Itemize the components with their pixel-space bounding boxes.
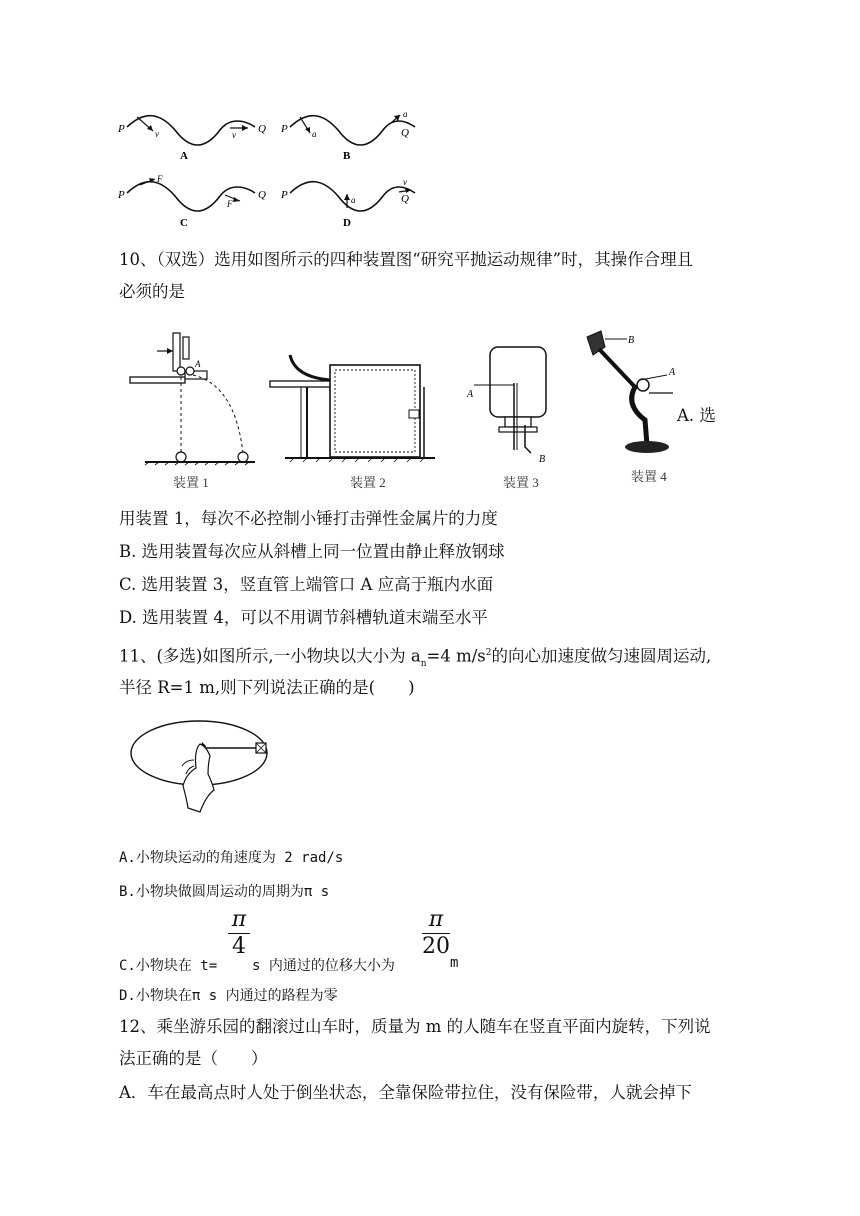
label-v: v	[403, 177, 407, 187]
q12-stem-line1: 12、乘坐游乐园的翻滚过山车时，质量为 m 的人随车在竖直平面内旋转，下列说	[119, 1017, 711, 1036]
label-a: A	[195, 359, 201, 369]
q11-option-c-post: m	[450, 955, 459, 971]
device-3-label: 装置 3	[503, 475, 539, 490]
q11-option-d: D.小物块在π s 内通过的路程为零	[119, 988, 338, 1004]
q11-option-c-pre: C.小物块在 t=	[119, 958, 218, 974]
device-2-label: 装置 2	[350, 475, 386, 490]
fraction-pi-over-4: π 4	[228, 908, 250, 959]
label-a: A	[669, 367, 676, 378]
curve-b	[280, 109, 415, 162]
q11-stem-part1: 11、(多选)如图所示,一小物块以大小为 a	[119, 646, 421, 666]
q11-circular-motion-figure	[128, 716, 278, 826]
label-q: Q	[401, 127, 409, 139]
q12-stem-line2: 法正确的是（ ）	[119, 1049, 268, 1068]
label-b: B	[539, 454, 546, 465]
label-f: F	[157, 174, 163, 184]
label-f: F	[227, 199, 233, 209]
q11-option-c-mid: s 内通过的位移大小为	[252, 958, 395, 974]
q11-stem-line2: 半径 R=1 m,则下列说法正确的是( )	[119, 678, 415, 697]
q11-stem-part2: =4 m/s	[426, 646, 486, 666]
label-p: P	[281, 123, 288, 135]
q11-stem-part3: 的向心加速度做匀速圆周运动,	[491, 646, 712, 666]
q12-option-a: A．车在最高点时人处于倒坐状态，全靠保险带拉住，没有保险带，人就会掉下	[119, 1083, 692, 1102]
device-2	[270, 355, 435, 490]
label-option: D	[343, 217, 351, 229]
curve-a	[117, 116, 266, 162]
q10-apparatus-figure	[125, 325, 725, 495]
label-option: A	[180, 150, 188, 162]
q10-option-d: D. 选用装置 4，可以不用调节斜槽轨道末端至水平	[119, 608, 488, 627]
q11-stem-sup: 2	[485, 648, 492, 658]
q11-stem-line1	[119, 642, 711, 675]
label-a: A	[467, 389, 474, 400]
device-3	[466, 347, 546, 490]
curve-d	[280, 177, 415, 229]
label-q: Q	[401, 193, 409, 205]
label-v: v	[232, 130, 236, 140]
curve-c	[117, 174, 266, 229]
label-q: Q	[258, 123, 266, 135]
q11-stem-sub: n	[420, 658, 427, 669]
q10-stem-line1: 10、（双选）选用如图所示的四种装置图“研究平抛运动规律”时，其操作合理且	[119, 250, 694, 269]
q10-option-b: B. 选用装置每次应从斜槽上同一位置由静止释放钢球	[119, 542, 505, 561]
label-a: a	[351, 195, 356, 205]
device-1	[130, 333, 255, 490]
label-b: B	[628, 335, 635, 346]
label-p: P	[118, 189, 125, 201]
device-1-label: 装置 1	[173, 475, 209, 490]
q10-option-c: C. 选用装置 3，竖直管上端管口 A 应高于瓶内水面	[119, 575, 494, 594]
label-q: Q	[258, 189, 266, 201]
q11-option-b: B.小物块做圆周运动的周期为π s	[119, 884, 330, 900]
label-a: a	[312, 129, 317, 139]
device-4-label: 装置 4	[631, 469, 667, 484]
label-a: a	[403, 109, 408, 119]
label-option: B	[343, 150, 351, 162]
label-p: P	[118, 123, 125, 135]
q9-figure	[115, 105, 425, 229]
label-option: C	[180, 217, 188, 229]
device-4	[587, 331, 676, 484]
q11-option-a: A.小物块运动的角速度为 2 rad/s	[119, 850, 344, 866]
fraction-pi-over-20: π 20	[422, 907, 450, 959]
label-v: v	[155, 129, 159, 139]
label-p: P	[281, 189, 288, 201]
q10-option-a-start: A. 选	[677, 406, 716, 425]
q10-stem-line2: 必须的是	[119, 282, 185, 301]
q10-option-a-rest: 用装置 1，每次不必控制小锤打击弹性金属片的力度	[119, 509, 498, 528]
